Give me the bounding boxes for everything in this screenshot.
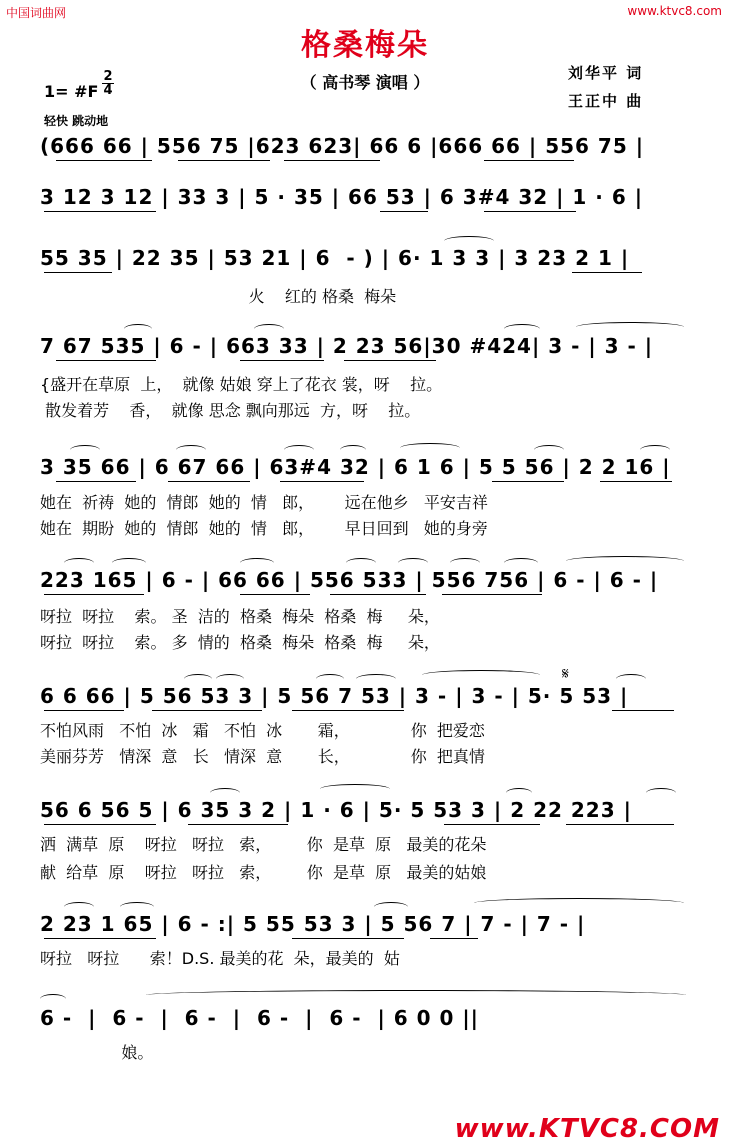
- score-row-1-notes: (666 66 | 556 75 |623 623| 66 6 |666 66 | 556 75 |: [40, 134, 645, 158]
- slur: [176, 445, 206, 455]
- slur: [210, 788, 240, 798]
- beam: [284, 160, 380, 161]
- beam: [566, 824, 674, 825]
- score-row-3-lyrics: 火 红的 格桑 梅朵: [40, 287, 397, 306]
- slur: [534, 445, 564, 455]
- score-row-4-lyrics-2: 散发着芳 香， 就像 思念 飘向那远 方，呀 拉。: [40, 401, 421, 420]
- slur: [254, 324, 284, 334]
- score-row-10-notes: 6 - | 6 - | 6 - | 6 - | 6 - | 6 0 0 ||: [40, 1006, 479, 1030]
- score-row-5-lyrics-2: 她在 期盼 她的 情郎 她的 情 郎， 早日回到 她的身旁: [40, 519, 488, 538]
- watermark-bottom-url: www.KTVC8.COM: [454, 1114, 720, 1144]
- slur: [124, 324, 152, 334]
- beam: [188, 824, 288, 825]
- slur: [398, 558, 428, 568]
- slur: [340, 445, 366, 455]
- beam: [492, 481, 564, 482]
- beam: [600, 481, 672, 482]
- beam: [430, 938, 478, 939]
- beam: [330, 594, 426, 595]
- tie: [422, 670, 540, 680]
- score-row-8-lyrics-2: 献 给草 原 呀拉 呀拉 索， 你 是草 原 最美的姑娘: [40, 863, 487, 882]
- slur: [320, 784, 390, 794]
- slur: [284, 445, 314, 455]
- beam: [484, 160, 574, 161]
- segno-sign: 𝄋: [562, 664, 569, 683]
- score-row-5-notes: 3 35 66 | 6 67 66 | 63#4 32 | 6 1 6 | 5 5 56 | 2 2 16 |: [40, 455, 671, 479]
- key-signature: 1= #F: [44, 82, 99, 101]
- slur: [356, 674, 396, 684]
- tie: [566, 556, 684, 566]
- beam: [168, 481, 250, 482]
- composer-credit: 王正中 曲: [568, 92, 644, 110]
- watermark-site-url: www.ktvc8.com: [627, 4, 722, 18]
- score-row-2-notes: 3 12 3 12 | 33 3 | 5 · 35 | 66 53 | 6 3#4 32 | 1 · 6 |: [40, 185, 644, 209]
- score-row-7-lyrics-1: 不怕风雨 不怕 冰 霜 不怕 冰 霜， 你 把爱恋: [40, 721, 485, 740]
- score-row-9-lyrics: 呀拉 呀拉 索！D.S. 最美的花 朵，最美的 姑: [40, 949, 400, 968]
- beam: [152, 710, 262, 711]
- tie: [146, 990, 686, 1000]
- slur: [640, 445, 670, 455]
- score-row-9-notes: 2 23 1 65 | 6 - :| 5 55 53 3 | 5 56 7 | 7 - | 7 - |: [40, 912, 586, 936]
- score-row-7-lyrics-2: 美丽芬芳 情深 意 长 情深 意 长， 你 把真情: [40, 747, 485, 766]
- beam: [444, 824, 540, 825]
- score-row-8-lyrics-1: 洒 满草 原 呀拉 呀拉 索， 你 是草 原 最美的花朵: [40, 835, 487, 854]
- score-row-10-lyrics: 娘。: [40, 1043, 154, 1062]
- beam: [56, 160, 152, 161]
- lyricist-credit: 刘华平 词: [568, 64, 644, 82]
- score-row-4-lyrics-1: {盛开在草原 上， 就像 姑娘 穿上了花衣 裳，呀 拉。: [40, 375, 443, 394]
- beam: [292, 938, 404, 939]
- beam: [572, 272, 642, 273]
- beam: [44, 710, 124, 711]
- slur: [444, 236, 494, 246]
- slur: [120, 902, 154, 912]
- time-signature-top: 2: [103, 69, 113, 84]
- slur: [240, 558, 274, 568]
- score-row-6-notes: 223 165 | 6 - | 66 66 | 556 533 | 556 756 | 6 - | 6 - |: [40, 568, 659, 592]
- slur: [64, 902, 94, 912]
- beam: [44, 272, 112, 273]
- slur: [506, 788, 532, 798]
- performer-subtitle: （ 高书琴 演唱 ）: [300, 73, 430, 92]
- beam: [44, 824, 156, 825]
- slur: [400, 443, 460, 453]
- slur: [184, 674, 212, 684]
- beam: [612, 710, 674, 711]
- slur: [216, 674, 244, 684]
- beam: [484, 211, 576, 212]
- slur: [646, 788, 676, 798]
- beam: [380, 211, 428, 212]
- time-signature: [102, 70, 114, 97]
- beam: [344, 360, 436, 361]
- slur: [374, 902, 408, 912]
- score-row-8-notes: 56 6 56 5 | 6 35 3 2 | 1 · 6 | 5· 5 53 3 | 2 22 223 |: [40, 798, 632, 822]
- beam: [442, 594, 542, 595]
- time-signature-bottom: 4: [103, 83, 113, 98]
- beam: [240, 360, 324, 361]
- beam: [44, 211, 156, 212]
- score-row-6-lyrics-1: 呀拉 呀拉 索。 圣 洁的 格桑 梅朵 格桑 梅 朵，: [40, 607, 440, 626]
- score-row-3-notes: 55 35 | 22 35 | 53 21 | 6 - ) | 6· 1 3 3 | 3 23 2 1 |: [40, 246, 630, 270]
- slur: [504, 558, 538, 568]
- score-row-4-notes: 7 67 535 | 6 - | 663 33 | 2 23 56|30 #424| 3 - | 3 - |: [40, 334, 654, 358]
- score-row-6-lyrics-2: 呀拉 呀拉 索。 多 情的 格桑 梅朵 格桑 梅 朵，: [40, 633, 440, 652]
- beam: [44, 938, 156, 939]
- slur: [616, 674, 646, 684]
- slur: [64, 558, 94, 568]
- slur: [112, 558, 146, 568]
- slur: [346, 558, 376, 568]
- tempo-marking: 轻快 跳动地: [44, 114, 109, 128]
- slur: [70, 445, 100, 455]
- beam: [280, 481, 364, 482]
- beam: [56, 481, 136, 482]
- score-row-5-lyrics-1: 她在 祈祷 她的 情郎 她的 情 郎， 远在他乡 平安吉祥: [40, 493, 488, 512]
- beam: [240, 594, 310, 595]
- watermark-site-name: 中国词曲网: [6, 6, 67, 20]
- song-title: 格桑梅朵: [301, 28, 429, 63]
- beam: [178, 160, 270, 161]
- tie: [40, 994, 66, 1004]
- slur: [316, 674, 344, 684]
- slur: [504, 324, 540, 334]
- beam: [56, 360, 156, 361]
- beam: [44, 594, 144, 595]
- tie: [576, 322, 684, 332]
- slur: [450, 558, 480, 568]
- tie: [474, 898, 684, 908]
- score-row-7-notes: 6 6 66 | 5 56 53 3 | 5 56 7 53 | 3 - | 3 - | 5· 5 53 |: [40, 684, 629, 708]
- beam: [292, 710, 404, 711]
